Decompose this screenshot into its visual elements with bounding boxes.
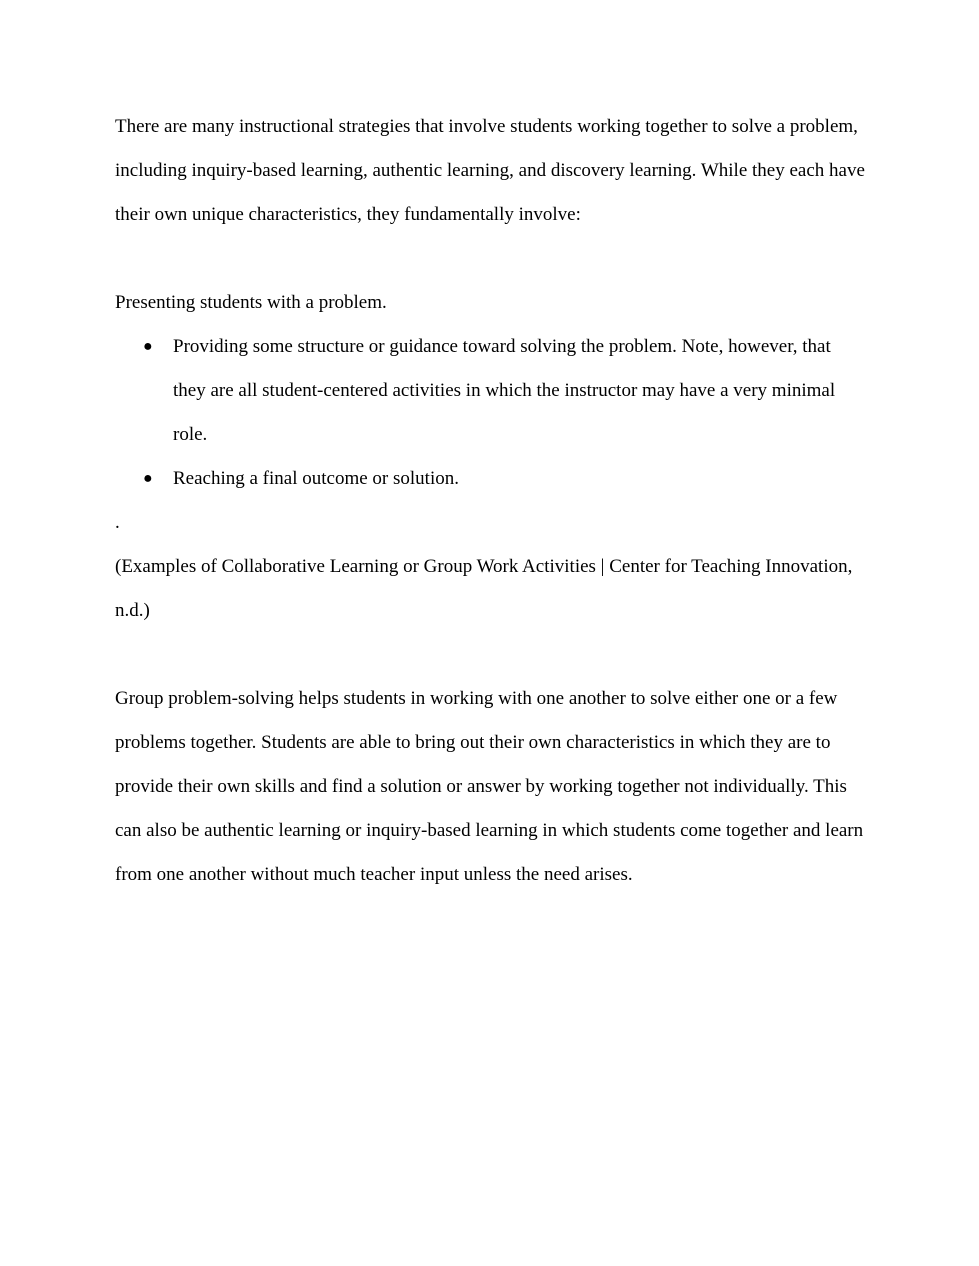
paragraph-spacer <box>115 237 865 281</box>
bullet-icon: ● <box>143 470 153 487</box>
paragraph-spacer <box>115 633 865 677</box>
bullet-text: Reaching a final outcome or solution. <box>173 468 459 489</box>
list-item <box>143 457 865 501</box>
citation-paragraph: (Examples of Collaborative Learning or Group Work Activities | Center for Teaching Innovation, n.d.) <box>115 556 853 621</box>
bullet-text: Providing some structure or guidance toward solving the problem. Note, however, that they are all student-centered activities in which the instructor may have a very minimal role. <box>173 336 836 445</box>
bullet-icon: ● <box>143 338 153 355</box>
list-lead-paragraph: Presenting students with a problem. <box>115 292 387 313</box>
bullet-list <box>115 325 865 501</box>
closing-paragraph: Group problem-solving helps students in working with one another to solve either one or a few problems together. Students are able to bring out their own characteristics in which they are to provide their own skills and find a solution or answer by working together not individually. This can also be authentic learning or inquiry-based learning in which students come together and learn from one another without much teacher input unless the need arises. <box>115 688 864 885</box>
intro-paragraph: There are many instructional strategies that involve students working together to solve a problem, including inquiry-based learning, authentic learning, and discovery learning. While they each have their own unique characteristics, they fundamentally involve: <box>115 116 865 225</box>
list-item <box>143 325 865 457</box>
stray-period: . <box>115 512 120 533</box>
document-body <box>115 105 865 897</box>
